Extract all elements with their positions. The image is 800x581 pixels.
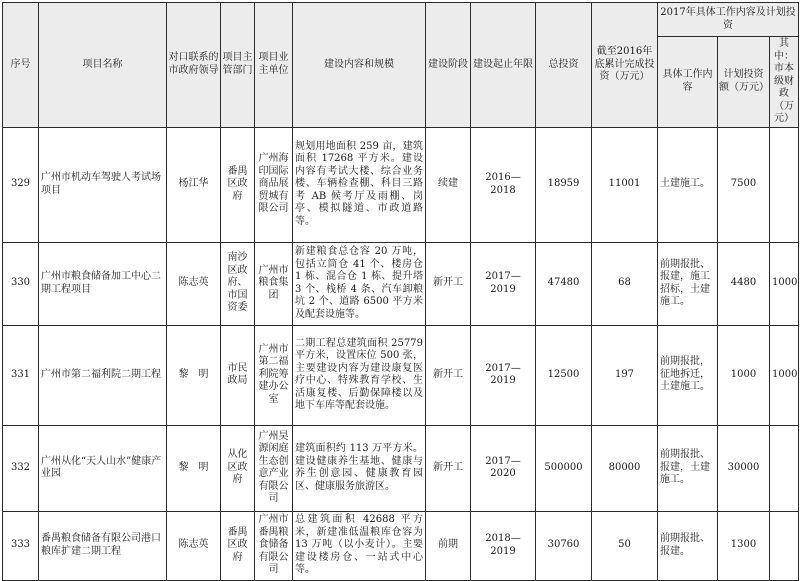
cell-city-fund: [770, 511, 799, 580]
cell-content: 规划用地面积 259 亩，建筑面积 17268 平方米。建设内容有考试大楼、综合业务楼、车辆检查棚、科目三路考 AB 候考厅及雨棚、岗亭、模拟隧道、市政道路等。: [293, 127, 426, 242]
table-header: [3, 3, 799, 128]
header-city-fund: 其中：市本级财政（万元）: [770, 37, 799, 128]
header-project-name: 项目名称: [39, 3, 167, 128]
table-row: [3, 511, 799, 580]
cell-cumulative: 50: [592, 511, 658, 580]
cell-cumulative: 80000: [592, 425, 658, 511]
cell-plan: 30000: [718, 425, 770, 511]
cell-work: 前期报批、报建。: [658, 511, 718, 580]
cell-period: 2017—2019: [471, 325, 536, 425]
cell-project-name: 番禺粮食储备有限公司港口粮库扩建二期工程: [39, 511, 167, 580]
cell-leader: 黎 明: [167, 425, 221, 511]
cell-city-fund: [770, 425, 799, 511]
cell-content: 总建筑面积 42688 平方米，新建准低温粮库仓容为 13 万吨（以小麦计）。主要建设楼房仓、一站式中心等。: [293, 511, 426, 580]
cell-stage: 续建: [426, 127, 471, 242]
table-body: [3, 127, 799, 580]
cell-owner: 广州市粮食集团: [255, 242, 293, 325]
cell-plan: 7500: [718, 127, 770, 242]
cell-total: 30760: [536, 511, 592, 580]
cell-project-name: 广州市粮食储备加工中心二期工程项目: [39, 242, 167, 325]
cell-period: 2017—2020: [471, 425, 536, 511]
cell-cumulative: 11001: [592, 127, 658, 242]
cell-total: 47480: [536, 242, 592, 325]
header-work: 具体工作内容: [658, 37, 718, 128]
cell-work: 前期报批、报建，施工招标，土建施工。: [658, 242, 718, 325]
cell-owner: 广州昊源闲庭生态创意产业有限公司: [255, 425, 293, 511]
cell-owner: 广州市第二福利院筹建办公室: [255, 325, 293, 425]
cell-dept: 市民政局: [221, 325, 255, 425]
cell-stage: 前期: [426, 511, 471, 580]
cell-plan: 4480: [718, 242, 770, 325]
cell-city-fund: 1000: [770, 242, 799, 325]
cell-seq: 330: [3, 242, 39, 325]
cell-stage: 新开工: [426, 425, 471, 511]
cell-owner: 广州市番禺粮食储备有限公司: [255, 511, 293, 580]
cell-period: 2016—2018: [471, 127, 536, 242]
header-total: 总投资: [536, 3, 592, 128]
cell-owner: 广州海印国际商品展贸城有限公司: [255, 127, 293, 242]
cell-leader: 黎 明: [167, 325, 221, 425]
cell-seq: 331: [3, 325, 39, 425]
cell-dept: 番禺区政府: [221, 127, 255, 242]
cell-dept: 南沙区政府、市国资委: [221, 242, 255, 325]
cell-total: 12500: [536, 325, 592, 425]
cell-stage: 新开工: [426, 242, 471, 325]
header-leader: 对口联系的市政府领导: [167, 3, 221, 128]
cell-project-name: 广州市机动车驾驶人考试场项目: [39, 127, 167, 242]
cell-project-name: 广州从化“天人山水”健康产业园: [39, 425, 167, 511]
cell-content: 建筑面积约 113 万平方米。建设健康养生基地、健康与养生创意园、健康教育园区、健康服务旅游区。: [293, 425, 426, 511]
header-dept: 项目主管部门: [221, 3, 255, 128]
cell-city-fund: [770, 127, 799, 242]
header-seq: 序号: [3, 3, 39, 128]
cell-dept: 番禺区政府: [221, 511, 255, 580]
cell-work: 前期报批、报建，土建施工。: [658, 425, 718, 511]
header-period: 建设起止年限: [471, 3, 536, 128]
cell-stage: 新开工: [426, 325, 471, 425]
cell-plan: 1000: [718, 325, 770, 425]
cell-work: 前期报批，征地拆迁，土建施工。: [658, 325, 718, 425]
cell-total: 18959: [536, 127, 592, 242]
cell-seq: 332: [3, 425, 39, 511]
header-cumulative: 截至2016年底累计完成投资（万元）: [592, 3, 658, 128]
cell-leader: 陈志英: [167, 242, 221, 325]
cell-dept: 从化区政府: [221, 425, 255, 511]
cell-period: 2018—2019: [471, 511, 536, 580]
header-2017-group: 2017年具体工作内容及计划投资: [658, 3, 799, 37]
cell-seq: 329: [3, 127, 39, 242]
cell-cumulative: 68: [592, 242, 658, 325]
header-stage: 建设阶段: [426, 3, 471, 128]
cell-leader: 杨江华: [167, 127, 221, 242]
cell-total: 500000: [536, 425, 592, 511]
cell-cumulative: 197: [592, 325, 658, 425]
table-row: [3, 242, 799, 325]
cell-project-name: 广州市第二福利院二期工程: [39, 325, 167, 425]
table-row: [3, 425, 799, 511]
cell-seq: 333: [3, 511, 39, 580]
cell-plan: 1300: [718, 511, 770, 580]
cell-work: 土建施工。: [658, 127, 718, 242]
header-content: 建设内容和规模: [293, 3, 426, 128]
table-row: [3, 325, 799, 425]
cell-content: 二期工程总建筑面积 25779 平方米，设置床位 500 张，主要建设内容为建设康复医疗中心、特殊教育学校、生活康复楼、后勤保障楼以及地下车库等配套设施。: [293, 325, 426, 425]
project-investment-table: [2, 2, 799, 581]
table-row: [3, 127, 799, 242]
header-plan: 计划投资额（万元）: [718, 37, 770, 128]
cell-city-fund: 1000: [770, 325, 799, 425]
cell-period: 2017—2019: [471, 242, 536, 325]
header-owner: 项目业主单位: [255, 3, 293, 128]
cell-leader: 陈志英: [167, 511, 221, 580]
cell-content: 新建粮食总仓容 20 万吨，包括立筒仓 41 个、楼房仓 1 栋、混合仓 1 栋、提升塔 3 个、栈桥 4 条、汽车卸粮坑 2 个、道路 6500 平方米及配套设施等。: [293, 242, 426, 325]
